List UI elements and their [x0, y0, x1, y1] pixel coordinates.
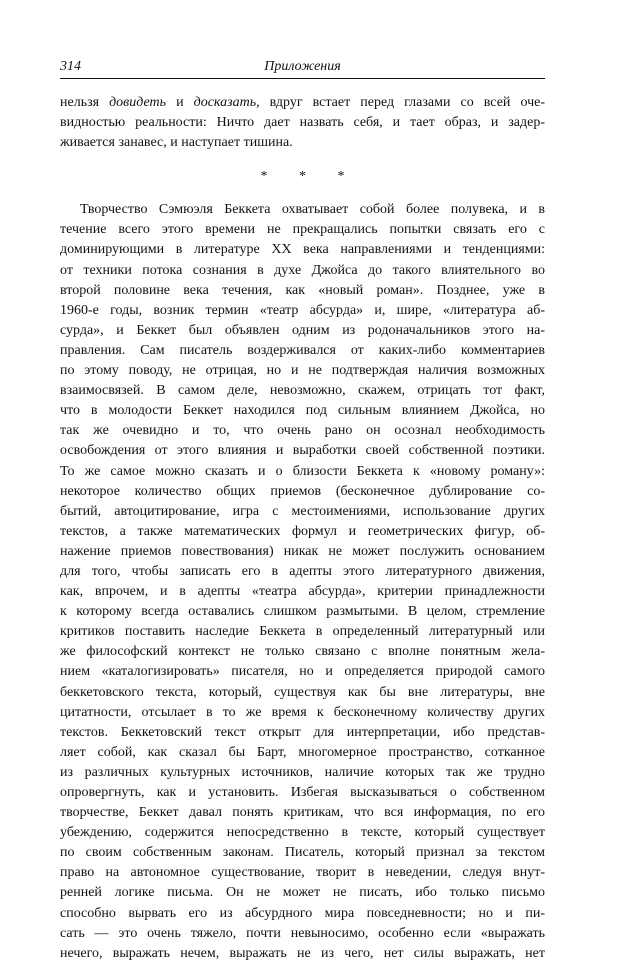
section-separator: * * *	[260, 169, 359, 185]
text-fragment: и	[166, 95, 194, 110]
running-title: Приложения	[264, 59, 341, 74]
emphasized-word: досказать	[193, 95, 257, 110]
text-line: так же очевидно и то, что очень рано он осознал необходимость	[60, 423, 545, 439]
intro-paragraph	[60, 93, 545, 153]
text-line: право на автономное существование, творит в неведении, следуя внут-	[60, 865, 545, 881]
text-line: освобождения от этого влияния и выработки своей собственной поэтики.	[60, 443, 545, 459]
text-line: сать — это очень тяжело, почти невыносимо, особенно если «выражать	[60, 925, 545, 941]
text-fragment: живается занавес, и наступает тишина.	[60, 135, 293, 151]
text-line: взаимосвязей. В самом деле, невозможно, скажем, отрицать тот факт,	[60, 383, 545, 399]
text-fragment: нельзя	[60, 95, 110, 110]
running-header	[60, 58, 545, 79]
text-line: опровергнуть, как и установить. Избегая высказываться о собственном	[60, 785, 545, 800]
text-line: нием «каталогизировать» писателя, но и определяется природой самого	[60, 664, 545, 680]
text-line: 1960-е годы, возник термин «театр абсурда» и, шире, «литература аб-	[60, 302, 545, 318]
text-line: от техники потока сознания в духе Джойса до такого влиятельного во	[60, 262, 545, 278]
text-fragment: , вдруг встает перед глазами со всей оче-	[256, 95, 545, 110]
text-line: для того, чтобы записать его в адепты этого литературного движения,	[60, 563, 545, 579]
text-line: из различных культурных источников, наличие которых так же трудно	[60, 764, 545, 780]
text-line: что в молодости Беккет находился под сильным влиянием Джойса, но	[60, 403, 545, 419]
text-line: течение всего этого времени не прекращались попытки связать его с	[60, 222, 545, 238]
text-line: текстов, а также математических формул и геометрических фигур, об-	[60, 523, 545, 539]
text-line: доминирующими в литературе XX века направлениями и тенденциями:	[60, 242, 545, 258]
text-line	[60, 113, 545, 133]
text-line: То же самое можно сказать и о близости Беккета к «новому роману»:	[60, 463, 545, 479]
text-line: бытий, автоцитирование, игра с местоимениями, использование других	[60, 503, 545, 519]
text-line: по этому поводу, не отрицая, но и не подтверждая наличия возможных	[60, 363, 545, 379]
text-line	[60, 133, 545, 153]
text-line: беккетовского текста, который, существуя как бы вне литературы, вне	[60, 684, 545, 700]
text-line: текстов. Беккетовский текст открыт для интерпретации, ибо представ-	[60, 724, 545, 740]
text-line: убеждению, содержится непосредственно в тексте, который существует	[60, 825, 545, 841]
page-number: 314	[60, 59, 81, 74]
book-page	[60, 58, 545, 964]
text-fragment: видностью реальности: Ничто дает назвать себя, и тает образ, и задер-	[60, 115, 545, 131]
text-line: как, впрочем, и в адепты «театра абсурда», критерии принадлежности	[60, 584, 545, 600]
text-line: правления. Сам писатель воздерживался от каких-либо комментариев	[60, 342, 545, 358]
text-line: способно вырвать его из абсурдного мира повседневности; но и пи-	[60, 905, 545, 921]
text-line: по своим собственным законам. Писатель, который признал за текстом	[60, 845, 545, 861]
text-line: критиков поставить наследие Беккета в определенный литературный или	[60, 624, 545, 640]
text-line: второй половине века течения, как «новый роман». Позднее, уже в	[60, 282, 545, 298]
text-line: нечего, выражать нечем, выражать не из чего, нет силы выражать, нет	[60, 945, 545, 961]
text-line	[60, 93, 545, 113]
text-line: же философский контекст не только связано с вполне понятным жела-	[60, 644, 545, 660]
text-line: нажение приемов повествования) никак не может послужить основанием	[60, 543, 545, 559]
text-line: Творчество Сэмюэля Беккета охватывает собой более полувека, и в	[80, 202, 545, 218]
text-line: некоторое количество общих приемов (бесконечное дублирование со-	[60, 483, 545, 499]
text-line: сурда», и Беккет был объявлен одним из родоначальников этого на-	[60, 322, 545, 338]
emphasized-word: довидеть	[109, 95, 167, 110]
text-line: к которому всегда оставались слишком размытыми. В целом, стремление	[60, 604, 545, 620]
text-line: ляет собой, как сказал бы Барт, многомерное пространство, сотканное	[60, 744, 545, 760]
text-line: цитатности, отсылает в то же время к бесконечному количеству других	[60, 704, 545, 720]
main-paragraph	[60, 200, 545, 964]
text-line: ренней логике письма. Он не может не писать, ибо только письмо	[60, 885, 545, 901]
text-line: творчестве, Беккет давал понять критикам, что вся информация, по его	[60, 805, 545, 821]
